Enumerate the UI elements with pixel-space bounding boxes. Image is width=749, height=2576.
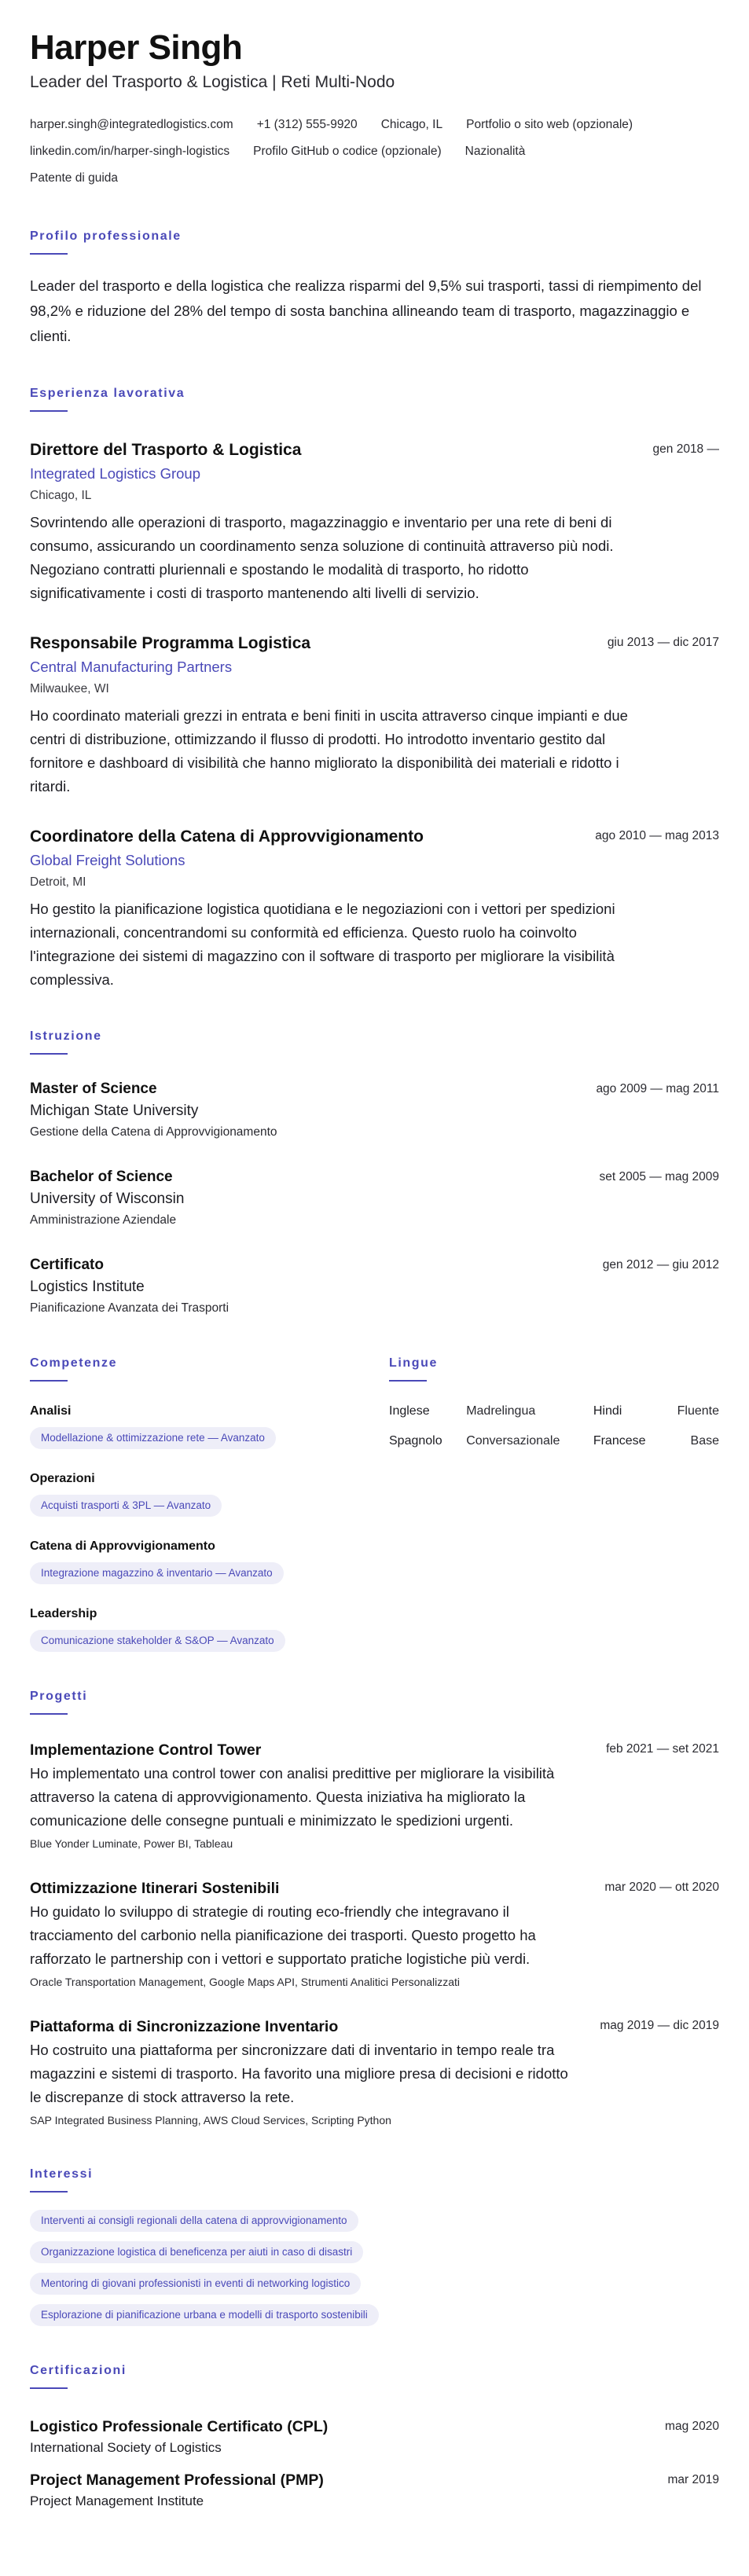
job-entry — [30, 825, 719, 992]
interest-tag: Organizzazione logistica di beneficenza per aiuti in caso di disastri — [30, 2241, 363, 2263]
education-entry — [30, 1254, 719, 1319]
job-company: Integrated Logistics Group — [30, 465, 200, 482]
candidate-name: Harper Singh — [30, 28, 243, 67]
language-level: Conversazionale — [466, 1434, 560, 1448]
job-title: Direttore del Trasporto & Logistica — [30, 441, 302, 459]
skill-category: Operazioni — [30, 1472, 95, 1485]
skill-group — [30, 1537, 389, 1584]
contact-email[interactable]: harper.singh@integratedlogistics.com — [30, 118, 233, 131]
project-dates: feb 2021 — set 2021 — [606, 1742, 719, 1756]
certification-date: mag 2020 — [665, 2420, 719, 2433]
contact-license: Patente di guida — [30, 171, 119, 185]
skill-group — [30, 1470, 389, 1517]
skill-tag: Comunicazione stakeholder & S&OP — Avanzato — [30, 1630, 285, 1652]
skill-group — [30, 1605, 389, 1652]
education-entry — [30, 1078, 719, 1143]
job-title: Responsabile Programma Logistica — [30, 634, 311, 652]
experience-section — [30, 387, 719, 992]
education-field: Gestione della Catena di Approvvigionamento — [30, 1125, 277, 1139]
certifications-section — [30, 2364, 719, 2512]
language-row — [389, 1402, 719, 1432]
job-title: Coordinatore della Catena di Approvvigionamento — [30, 827, 424, 846]
skill-tag: Modellazione & ottimizzazione rete — Avanzato — [30, 1427, 276, 1449]
resume-header — [30, 27, 719, 192]
project-dates: mar 2020 — ott 2020 — [604, 1881, 719, 1894]
languages-table — [389, 1402, 719, 1462]
education-degree: Bachelor of Science — [30, 1169, 173, 1185]
project-title: Piattaforma di Sincronizzazione Inventario — [30, 2018, 339, 2035]
certification-entry — [30, 2469, 719, 2512]
language-name: Inglese — [389, 1404, 430, 1418]
section-heading: Lingue — [389, 1356, 439, 1370]
education-field: Pianificazione Avanzata dei Trasporti — [30, 1301, 229, 1315]
contact-phone[interactable]: +1 (312) 555-9920 — [256, 118, 358, 131]
section-heading: Certificazioni — [30, 2364, 127, 2377]
skill-category: Leadership — [30, 1607, 97, 1620]
job-entry — [30, 439, 719, 605]
certification-name: Project Management Professional (PMP) — [30, 2471, 324, 2489]
language-name: Hindi — [593, 1404, 622, 1418]
interest-tag: Interventi ai consigli regionali della catena di approvvigionamento — [30, 2210, 358, 2232]
certification-name: Logistico Professionale Certificato (CPL) — [30, 2418, 329, 2435]
interest-tag: Esplorazione di pianificazione urbana e modelli di trasporto sostenibili — [30, 2304, 379, 2326]
job-dates: ago 2010 — mag 2013 — [595, 829, 719, 842]
project-title: Ottimizzazione Itinerari Sostenibili — [30, 1880, 280, 1897]
section-heading: Progetti — [30, 1690, 88, 1703]
education-dates: set 2005 — mag 2009 — [599, 1170, 719, 1183]
education-school: University of Wisconsin — [30, 1191, 185, 1207]
job-location: Milwaukee, WI — [30, 682, 109, 695]
project-entry — [30, 1877, 719, 1991]
skill-category: Catena di Approvvigionamento — [30, 1539, 215, 1553]
language-name: Francese — [593, 1434, 646, 1448]
contact-nationality: Nazionalità — [464, 145, 526, 158]
job-location: Chicago, IL — [30, 489, 92, 502]
skill-group — [30, 1402, 389, 1449]
interests-section — [30, 2167, 719, 2326]
project-title: Implementazione Control Tower — [30, 1741, 262, 1759]
language-level: Fluente — [677, 1404, 719, 1418]
job-description: Ho gestito la pianificazione logistica quotidiana e le negoziazioni con i vettori per spedizioni internazionali, concentrandomi su conformità ed efficienza. Questo ruolo ha coinvolto l'integrazione dei sistemi di magazzino con il software di trasporto per migliorare la visibilità complessiva. — [30, 901, 615, 988]
summary-text: Leader del trasporto e della logistica che realizza risparmi del 9,5% sui trasporti, tassi di riempimento del 98,2% e riduzione del 28% del tempo di sosta banchina allineando team di trasporto, magazzinaggio e clienti. — [30, 277, 702, 344]
education-school: Michigan State University — [30, 1103, 199, 1119]
education-section — [30, 1029, 719, 1319]
language-level: Base — [690, 1434, 719, 1448]
section-heading: Interessi — [30, 2167, 94, 2181]
skill-tag: Acquisti trasporti & 3PL — Avanzato — [30, 1495, 222, 1517]
section-rule — [30, 1380, 68, 1382]
certification-date: mar 2019 — [667, 2473, 719, 2486]
interest-tag: Mentoring di giovani professionisti in eventi di networking logistico — [30, 2273, 361, 2295]
job-description: Ho coordinato materiali grezzi in entrata e beni finiti in uscita attraverso cinque impianti e due centri di distribuzione, ottimizzando il flusso di prodotti. Ho introdotto inventario gestito dal fornitore e dashboard di visibilità che hanno migliorato la disponibilità dei materiali e ridotto i ritardi. — [30, 707, 628, 794]
section-heading: Esperienza lavorativa — [30, 387, 185, 400]
language-level: Madrelingua — [466, 1404, 536, 1418]
contact-linkedin[interactable]: linkedin.com/in/harper-singh-logistics — [30, 145, 230, 158]
skill-tag: Integrazione magazzino & inventario — Avanzato — [30, 1562, 284, 1584]
education-dates: ago 2009 — mag 2011 — [596, 1082, 719, 1095]
job-company: Central Manufacturing Partners — [30, 659, 233, 675]
project-technologies: Blue Yonder Luminate, Power BI, Tableau — [30, 1837, 233, 1850]
section-rule — [30, 2191, 68, 2193]
education-field: Amministrazione Aziendale — [30, 1213, 177, 1227]
education-degree: Master of Science — [30, 1081, 157, 1097]
job-description: Sovrintendo alle operazioni di trasporto, magazzinaggio e inventario per una rete di beni di consumo, assicurando un coordinamento senza soluzione di continuità attraverso più nodi. Negoziano contratti pluriennali e spostando le modalità di trasporto, ho ridotto significativamente i costi di trasporto mantenendo alti livelli di servizio. — [30, 514, 614, 601]
skill-category: Analisi — [30, 1404, 72, 1418]
project-description: Ho guidato lo sviluppo di strategie di routing eco-friendly che integravano il tracciamento del carbonio nella pianificazione dei trasporti. Questo progetto ha rafforzato le partnership con i vettori e supportato pratiche logistiche più verdi. — [30, 1903, 536, 1967]
certification-issuer: International Society of Logistics — [30, 2440, 222, 2455]
projects-section — [30, 1690, 719, 2130]
education-degree: Certificato — [30, 1257, 104, 1273]
education-entry — [30, 1166, 719, 1231]
section-heading: Istruzione — [30, 1029, 102, 1043]
interests-list — [30, 2210, 719, 2326]
project-technologies: Oracle Transportation Management, Google Maps API, Strumenti Analitici Personalizzati — [30, 1976, 461, 1988]
education-dates: gen 2012 — giu 2012 — [602, 1258, 719, 1271]
contact-list — [30, 112, 719, 192]
section-rule — [30, 1713, 68, 1715]
summary-section — [30, 229, 719, 349]
skills-section — [30, 1319, 389, 1652]
contact-github[interactable]: Profilo GitHub o codice (opzionale) — [253, 145, 442, 158]
project-dates: mag 2019 — dic 2019 — [600, 2019, 719, 2032]
languages-section — [389, 1319, 719, 1652]
job-dates: gen 2018 — — [652, 442, 719, 456]
job-location: Detroit, MI — [30, 875, 86, 889]
section-heading: Competenze — [30, 1356, 118, 1370]
section-rule — [30, 253, 68, 255]
job-company: Global Freight Solutions — [30, 852, 185, 868]
certification-entry — [30, 2416, 719, 2458]
project-technologies: SAP Integrated Business Planning, AWS Cloud Services, Scripting Python — [30, 2114, 391, 2126]
education-school: Logistics Institute — [30, 1279, 145, 1295]
project-entry — [30, 1738, 719, 1853]
job-entry — [30, 632, 719, 798]
section-rule — [30, 410, 68, 412]
section-rule — [30, 1053, 68, 1055]
project-entry — [30, 2015, 719, 2130]
project-description: Ho costruito una piattaforma per sincronizzare dati di inventario in tempo reale tra magazzini e sistemi di trasporto. Ha favorito una migliore presa di decisioni e ridotto le discrepanze di stock attraverso la rete. — [30, 2042, 568, 2105]
contact-location: Chicago, IL — [380, 118, 443, 131]
skills-languages-row — [30, 1319, 719, 1652]
project-description: Ho implementato una control tower con analisi predittive per migliorare la visibilità attraverso la catena di approvvigionamento. Questa iniziativa ha migliorato la comunicazione delle consegne puntuali e minimizzato le spedizioni urgenti. — [30, 1765, 555, 1829]
section-heading: Profilo professionale — [30, 229, 182, 243]
language-row — [389, 1432, 719, 1462]
contact-portfolio[interactable]: Portfolio o sito web (opzionale) — [466, 118, 633, 131]
language-name: Spagnolo — [389, 1434, 442, 1448]
candidate-headline: Leader del Trasporto & Logistica | Reti Multi-Nodo — [30, 73, 395, 91]
section-rule — [30, 2387, 68, 2389]
job-dates: giu 2013 — dic 2017 — [607, 636, 719, 649]
section-rule — [389, 1380, 427, 1382]
certification-issuer: Project Management Institute — [30, 2493, 204, 2508]
